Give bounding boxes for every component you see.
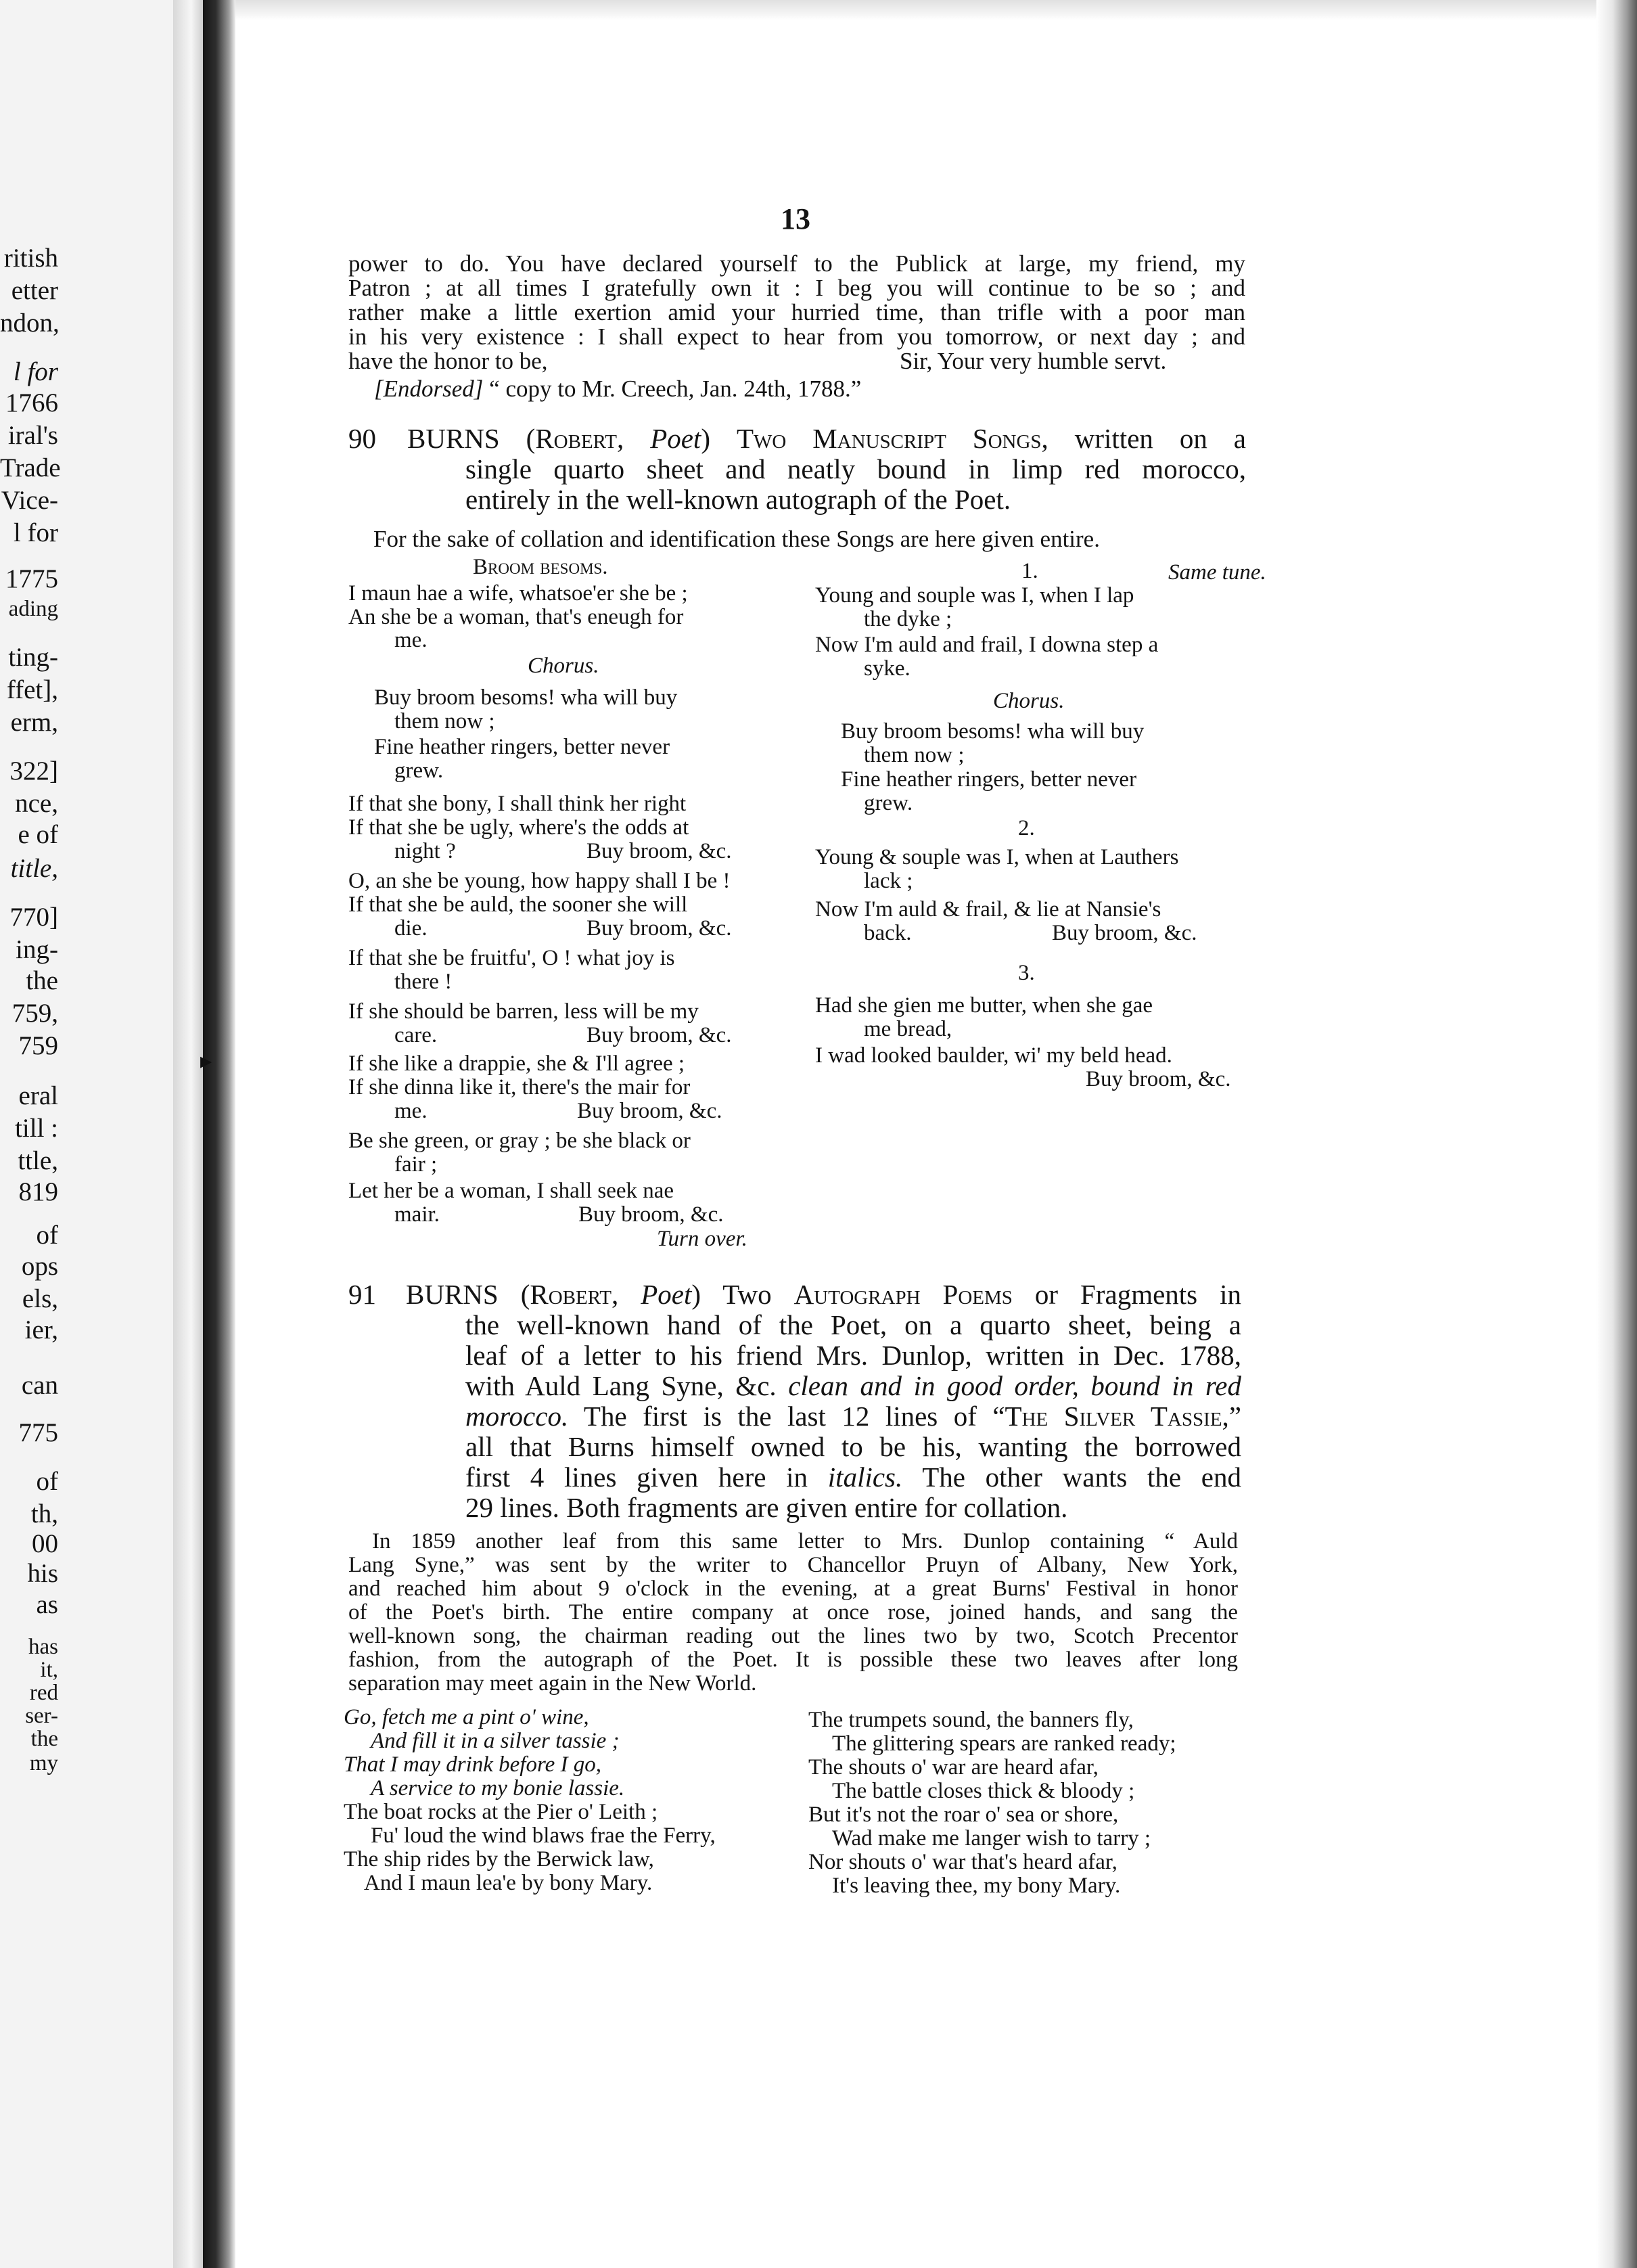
song-refrain: Buy broom, &c. [577, 1099, 722, 1123]
endorsed-text: “ copy to Mr. Creech, Jan. 24th, 1788.” [489, 376, 862, 402]
facing-page-fragment: 819 [18, 1177, 58, 1206]
binding-thread-mark: ▸ [200, 1049, 212, 1074]
poem-line-borrowed: That I may drink before I go, [344, 1752, 601, 1777]
song-line: night ? [394, 839, 456, 863]
lot-description-line: 29 lines. Both fragments are given entire for collation. [465, 1492, 1068, 1523]
verse-number: 3. [1018, 961, 1035, 985]
facing-page-fragment: title, [10, 854, 58, 883]
poem-title: The Silver Tassie, [1005, 1401, 1229, 1432]
facing-page-fragment: ading [8, 597, 58, 621]
song-line: If that she be fruitfu', O ! what joy is [348, 946, 675, 970]
facing-page-fragment: 759, [11, 999, 58, 1028]
song-line: die. [394, 916, 428, 940]
page-number: 13 [781, 202, 810, 235]
song-line: lack ; [864, 869, 913, 893]
song-line: the dyke ; [864, 607, 952, 631]
song-refrain: Buy broom, &c. [578, 1202, 724, 1227]
facing-page [0, 0, 203, 2268]
history-paragraph-line: and reached him about 9 o'clock in the evening, at a great Burns' Festival in honor [348, 1577, 1238, 1601]
poem-line-borrowed: Go, fetch me a pint o' wine, [344, 1705, 589, 1729]
facing-page-fragment: iral's [7, 421, 58, 450]
facing-page-fragment: 770] [9, 903, 58, 932]
facing-page-fragment: Trade [0, 453, 61, 482]
facing-page-fragment: 759 [18, 1031, 58, 1060]
poem-line: It's leaving thee, my bony Mary. [832, 1874, 1121, 1898]
facing-page-fragment: th, [30, 1499, 58, 1528]
song-line: there ! [394, 970, 453, 994]
song-line: If she like a drappie, she & I'll agree ; [348, 1051, 685, 1076]
collation-note: For the sake of collation and identification these Songs are here given entire. [373, 526, 1100, 552]
history-paragraph-line: well-known song, the chairman reading out the lines two by two, Scotch Precentor [348, 1624, 1238, 1648]
song-line: back. [864, 921, 912, 945]
lot-description-line [465, 1403, 1241, 1430]
facing-page-fragment: my [29, 1751, 58, 1775]
facing-page-fragment: eral [18, 1081, 58, 1110]
song-line: grew. [394, 758, 444, 783]
facing-page-fragment: it, [40, 1658, 58, 1682]
lot-number: 90 [348, 423, 376, 454]
lot-condition: clean and in good order, bound in red [788, 1370, 1241, 1401]
facing-page-fragment: ier, [24, 1315, 58, 1344]
lot-description-line [465, 1372, 1241, 1400]
song-line: If that she be auld, the sooner she will [348, 892, 688, 917]
poem-line: The ship rides by the Berwick law, [344, 1847, 654, 1872]
lot-author-role: Poet [650, 423, 701, 454]
song-line: If she should be barren, less will be my [348, 999, 699, 1024]
facing-page-fragment: the [26, 966, 58, 995]
facing-page-fragment: 00 [32, 1529, 58, 1558]
chorus-label: Chorus. [528, 654, 599, 678]
song-line: Let her be a woman, I shall seek nae [348, 1179, 674, 1203]
song-refrain: Buy broom, &c. [586, 916, 732, 940]
song-heading: Broom besoms. [473, 555, 608, 579]
poem-line: The battle closes thick & bloody ; [832, 1779, 1135, 1803]
right-page-edge [1596, 0, 1637, 2268]
song-line: If she dinna like it, there's the mair for [348, 1075, 691, 1099]
lot-text: The other wants the end [922, 1461, 1241, 1493]
song-line: me. [394, 1099, 428, 1123]
lot-title: Two Manuscript Songs, [736, 423, 1048, 454]
lot-text: ” [1228, 1401, 1241, 1432]
verse-number: 1. [1021, 559, 1038, 583]
song-line: Now I'm auld & frail, & lie at Nansie's [815, 897, 1161, 922]
facing-page-fragment: 1775 [5, 564, 58, 593]
lot-author-name: (Robert, [520, 1279, 641, 1310]
lot-description-line: single quarto sheet and neatly bound in limp red morocco, [465, 453, 1246, 484]
letter-line: power to do. You have declared yourself to the Publick at large, my friend, my [348, 250, 1245, 277]
poem-line: But it's not the roar o' sea or shore, [808, 1802, 1119, 1827]
song-refrain: Buy broom, &c. [586, 839, 732, 863]
facing-page-fragment: els, [22, 1284, 58, 1313]
facing-page-fragment: 322] [9, 756, 58, 786]
turn-over-note: Turn over. [657, 1227, 747, 1251]
song-line: Young and souple was I, when I lap [815, 583, 1134, 608]
letter-line: rather make a little exertion amid your hurried time, than trifle with a poor man [348, 299, 1245, 325]
song-line: O, an she be young, how happy shall I be ! [348, 869, 731, 893]
history-paragraph-line: of the Poet's birth. The entire company at once rose, joined hands, and sang the [348, 1600, 1238, 1625]
facing-page-fragment: l for [13, 518, 58, 547]
song-line: Buy broom besoms! wha will buy [374, 685, 678, 710]
letter-signature: Sir, Your very humble servt. [900, 348, 1167, 374]
song-line: If that she bony, I shall think her right [348, 792, 687, 816]
song-line: care. [394, 1023, 438, 1047]
song-line: Fine heather ringers, better never [841, 767, 1137, 792]
song-line: mair. [394, 1202, 440, 1227]
history-paragraph-line: fashion, from the autograph of the Poet. It is possible these two leaves after long [348, 1648, 1238, 1672]
lot-description: written on a [1074, 423, 1246, 454]
history-paragraph-line: In 1859 another leaf from this same letter to Mrs. Dunlop containing “ Auld [372, 1529, 1238, 1553]
facing-page-fragment: Vice- [1, 486, 58, 515]
song-line: grew. [864, 791, 913, 815]
lot-text: The first is the last 12 lines of “ [583, 1401, 1005, 1432]
song-refrain: Buy broom, &c. [1086, 1067, 1231, 1091]
history-paragraph-line: Lang Syne,” was sent by the writer to Chancellor Pruyn of Albany, New York, [348, 1553, 1238, 1577]
lot-author-name: (Robert, [526, 423, 651, 454]
facing-page-fragment: the [30, 1727, 58, 1751]
song-line: An she be a woman, that's eneugh for [348, 605, 684, 629]
song-line: I maun hae a wife, whatsoe'er she be ; [348, 581, 688, 606]
facing-page-fragment: ritish [3, 244, 58, 273]
song-line: Fine heather ringers, better never [374, 735, 670, 759]
facing-page-fragment: ffet], [6, 675, 58, 704]
poem-line: Wad make me langer wish to tarry ; [832, 1826, 1151, 1851]
facing-page-fragment: 775 [18, 1418, 58, 1447]
facing-page-fragment: red [29, 1681, 58, 1705]
facing-page-fragment: ttle, [18, 1146, 58, 1175]
poem-line: The trumpets sound, the banners fly, [808, 1708, 1134, 1732]
song-line: me. [394, 628, 428, 652]
song-line: Be she green, or gray ; be she black or [348, 1129, 691, 1153]
song-line: If that she be ugly, where's the odds at [348, 815, 689, 840]
facing-page-fragment: of [36, 1467, 58, 1496]
facing-page-fragment: ser- [25, 1704, 58, 1728]
poem-line: The shouts o' war are heard afar, [808, 1755, 1099, 1779]
lot-title-part: or Fragments in [1034, 1279, 1242, 1310]
letter-line: in his very existence : I shall expect to hear from you tomorrow, or next day ; and [348, 323, 1245, 350]
song-line: Now I'm auld and frail, I downa step a [815, 633, 1159, 657]
poem-line-borrowed: And fill it in a silver tassie ; [371, 1729, 620, 1753]
poem-line-borrowed: A service to my bonie lassie. [371, 1776, 625, 1800]
lot-description-line [465, 1461, 1241, 1493]
history-paragraph-line: separation may meet again in the New World. [348, 1671, 757, 1696]
lot-title: Autograph Poems [793, 1279, 1013, 1310]
endorsed-label: [Endorsed] [374, 376, 484, 402]
facing-page-fragment: till : [15, 1114, 58, 1143]
facing-page-fragment: ting- [8, 643, 58, 672]
facing-page-fragment: can [21, 1371, 58, 1400]
lot-author: BURNS [406, 1279, 499, 1310]
facing-page-fragment: ops [21, 1252, 58, 1281]
lot-description-line: all that Burns himself owned to be his, wanting the borrowed [465, 1431, 1241, 1462]
tune-note: Same tune. [1168, 560, 1266, 585]
lot-condition: morocco. [465, 1401, 569, 1432]
top-page-edge [230, 0, 1637, 20]
facing-page-fragment: his [27, 1559, 58, 1588]
poem-line: The glittering spears are ranked ready; [832, 1731, 1176, 1756]
facing-page-fragment: has [28, 1635, 58, 1659]
facing-page-fragment: as [36, 1590, 58, 1619]
lot-heading: BURNS (Robert, Poet) Two Manuscript Songs, written on a [407, 423, 1246, 454]
song-line: them now ; [864, 743, 965, 767]
lot-text: first 4 lines given here in [465, 1461, 808, 1493]
song-line: Buy broom besoms! wha will buy [841, 719, 1145, 744]
poem-line: The boat rocks at the Pier o' Leith ; [344, 1800, 658, 1824]
lot-number: 91 [348, 1279, 376, 1310]
lot-description-line: the well-known hand of the Poet, on a quarto sheet, being a [465, 1309, 1241, 1340]
lot-author-role: Poet [641, 1279, 692, 1310]
facing-page-fragment: etter [11, 276, 58, 305]
song-line: them now ; [394, 709, 495, 733]
chorus-label: Chorus. [993, 689, 1065, 713]
facing-page-fragment: ing- [16, 935, 58, 964]
song-line: I wad looked baulder, wi' my beld head. [815, 1043, 1172, 1068]
facing-page-fragment: l for [13, 357, 58, 386]
facing-page-fragment: of [36, 1221, 58, 1250]
facing-page-fragment: 1766 [5, 388, 58, 417]
verse-number: 2. [1018, 816, 1035, 840]
lot-description-line: leaf of a letter to his friend Mrs. Dunlop, written in Dec. 1788, [465, 1340, 1241, 1371]
song-line: fair ; [394, 1152, 438, 1177]
poem-line: And I maun lea'e by bony Mary. [364, 1871, 653, 1895]
poem-line: Fu' loud the wind blaws frae the Ferry, [371, 1823, 716, 1848]
lot-title-part: Two [722, 1279, 772, 1310]
song-refrain: Buy broom, &c. [586, 1023, 732, 1047]
facing-page-fragment: nce, [15, 789, 58, 818]
lot-heading: BURNS (Robert, Poet) Two Autograph Poems or Fragments in [406, 1279, 1242, 1310]
letter-line: Patron ; at all times I gratefully own it : I beg you will continue to be so ; and [348, 275, 1245, 301]
song-refrain: Buy broom, &c. [1052, 921, 1197, 945]
facing-page-fragment: ndon, [0, 309, 60, 338]
facing-page-fragment: erm, [10, 708, 58, 737]
lot-description-line: entirely in the well-known autograph of the Poet. [465, 484, 1011, 515]
letter-closing: have the honor to be, [348, 348, 548, 374]
lot-author: BURNS [407, 423, 500, 454]
facing-page-fragment: e of [18, 820, 58, 849]
song-line: me bread, [864, 1017, 952, 1041]
lot-text: with Auld Lang Syne, &c. [465, 1370, 777, 1401]
lot-text-italic: italics. [827, 1461, 903, 1493]
song-line: Young & souple was I, when at Lauthers [815, 845, 1179, 869]
book-gutter [203, 0, 235, 2268]
facing-page-edge [173, 0, 203, 2268]
song-line: syke. [864, 656, 910, 681]
poem-line: Nor shouts o' war that's heard afar, [808, 1850, 1117, 1874]
song-line: Had she gien me butter, when she gae [815, 993, 1153, 1018]
